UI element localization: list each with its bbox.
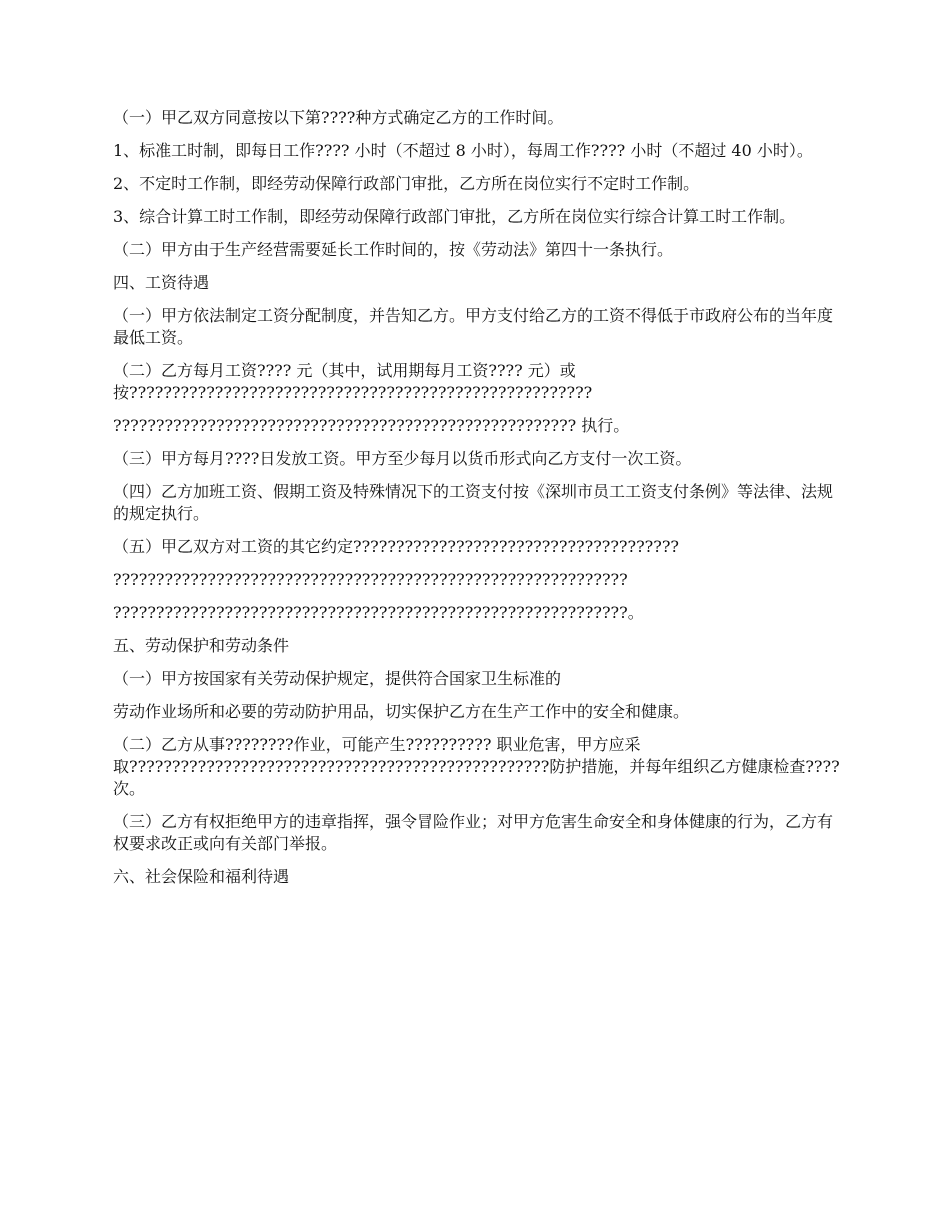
- paragraph-protection-standards: （一）甲方按国家有关劳动保护规定，提供符合国家卫生标准的: [113, 669, 562, 688]
- paragraph-standard-hours: 1、标准工时制，即每日工作???? 小时（不超过 8 小时），每周工作???? 小时（不超过 40 小时）。: [113, 141, 813, 160]
- paragraph-overtime-extension: （二）甲方由于生产经营需要延长工作时间的，按《劳动法》第四十一条执行。: [113, 240, 674, 259]
- paragraph-flexible-hours: 2、不定时工作制，即经劳动保障行政部门审批，乙方所在岗位实行不定时工作制。: [113, 174, 700, 193]
- paragraph-comprehensive-hours: 3、综合计算工时工作制，即经劳动保障行政部门审批，乙方所在岗位实行综合计算工时工作制。: [113, 207, 796, 226]
- section-heading-social-insurance: 六、社会保险和福利待遇: [113, 867, 290, 886]
- paragraph-pay-day: （三）甲方每月????日发放工资。甲方至少每月以货币形式向乙方支付一次工资。: [113, 449, 692, 468]
- paragraph-occupational-hazard: （二）乙方从事????????作业，可能产生?????????? 职业危害，甲方应采取?????????????????????????????????????????????????防护措施，并每年组织乙方健康检查????次。: [113, 735, 840, 798]
- paragraph-other-wage-terms-line-2: ????????????????????????????????????????????????????????????: [113, 570, 628, 589]
- paragraph-work-time-method: （一）甲乙双方同意按以下第????种方式确定乙方的工作时间。: [113, 108, 564, 127]
- paragraph-right-to-refuse: （三）乙方有权拒绝甲方的违章指挥，强令冒险作业；对甲方危害生命安全和身体健康的行为，乙方有权要求改正或向有关部门举报。: [113, 812, 834, 853]
- paragraph-overtime-pay: （四）乙方加班工资、假期工资及特殊情况下的工资支付按《深圳市员工工资支付条例》等法律、法规的规定执行。: [113, 482, 834, 523]
- paragraph-wage-system: （一）甲方依法制定工资分配制度，并告知乙方。甲方支付给乙方的工资不得低于市政府公布的当年度最低工资。: [113, 306, 834, 347]
- paragraph-monthly-wage-continued: ?????????????????????????????????????????????????????? 执行。: [113, 416, 630, 435]
- paragraph-other-wage-terms-line-3: ????????????????????????????????????????????????????????????。: [113, 603, 644, 622]
- paragraph-monthly-wage: （二）乙方每月工资???? 元（其中，试用期每月工资???? 元）或按??????????????????????????????????????????????????????: [113, 361, 593, 402]
- document-page: [113, 107, 847, 899]
- section-heading-wages: 四、工资待遇: [113, 273, 210, 292]
- paragraph-other-wage-terms: （五）甲乙双方对工资的其它约定??????????????????????????????????????: [113, 537, 679, 556]
- section-heading-labor-protection: 五、劳动保护和劳动条件: [113, 636, 290, 655]
- paragraph-protection-equipment: 劳动作业场所和必要的劳动防护用品，切实保护乙方在生产工作中的安全和健康。: [113, 702, 690, 721]
